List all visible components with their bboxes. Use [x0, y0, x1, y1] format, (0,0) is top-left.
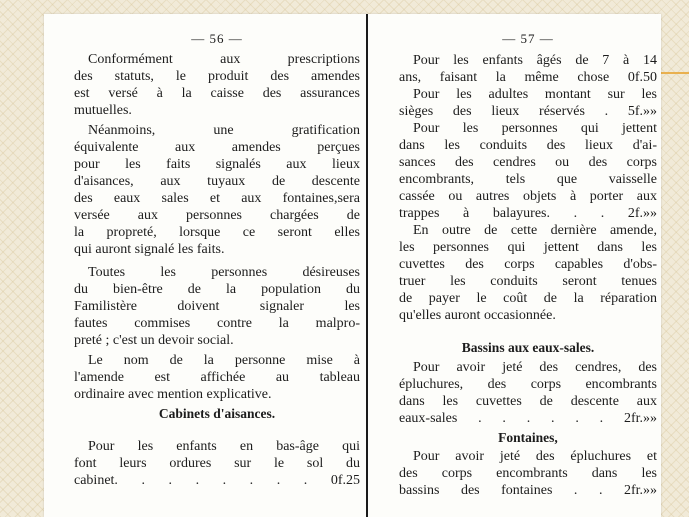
text-line: Pour les enfants âgés de 7 à 14 — [413, 53, 657, 68]
text-line: Pour avoir jeté des épluchures et — [413, 449, 657, 464]
text-line: des corps encombrants dans les — [399, 466, 657, 481]
paragraph — [74, 438, 360, 489]
text-line: Toutes les personnes désireuses — [88, 265, 360, 280]
text-line: l'amende est affichée au tableau — [74, 370, 360, 385]
text-line: du bien-être de la population du — [74, 282, 360, 297]
text-line: la propreté, lorsque ce seront elles — [74, 225, 360, 240]
text-line: qui auront signalé les faits. — [74, 242, 225, 257]
text-line: bassins des fontaines . . 2fr.»» — [399, 483, 657, 498]
text-line: En outre de cette dernière amende, — [413, 223, 657, 238]
paragraph — [74, 122, 360, 258]
text-line: preté ; c'est un devoir social. — [74, 333, 234, 348]
text-line: dans les conduits des lieux d'ai- — [399, 138, 657, 153]
paragraph — [74, 264, 360, 349]
text-line: des statuts, le produit des amendes — [74, 69, 360, 84]
text-line: les personnes qui jettent dans les — [399, 240, 657, 255]
text-line: des eaux sales et aux fontaines,sera — [74, 191, 360, 206]
text-line: Pour avoir jeté des cendres, des — [413, 360, 657, 375]
text-line: pour les faits signalés aux lieux — [74, 157, 360, 172]
section-heading: Cabinets d'aisances. — [158, 406, 276, 421]
text-line: Pour les adultes montant sur les — [413, 87, 657, 102]
text-line: Pour les enfants en bas-âge qui — [88, 439, 360, 454]
paragraph — [74, 352, 360, 403]
text-line: est versé à la caisse des assurances — [74, 86, 360, 101]
section-heading: Bassins aux eaux-sales. — [461, 340, 595, 355]
paragraph — [399, 52, 657, 324]
text-line: ordinaire avec mention explicative. — [74, 387, 272, 402]
text-line: épluchures, des corps encombrants — [399, 377, 657, 392]
paragraph — [74, 51, 360, 119]
text-line: cassée ou autres objets à porter aux — [399, 189, 657, 204]
text-line: Néanmoins, une gratification — [88, 123, 360, 138]
text-line: ans, faisant la même chose 0f.50 — [399, 70, 657, 85]
text-line: cuvettes des corps capables d'obs- — [399, 257, 657, 272]
text-line: Le nom de la personne mise à — [88, 353, 360, 368]
text-line: cabinet. . . . . . . . 0f.25 — [74, 473, 360, 488]
text-line: sances des cendres ou des corps — [399, 155, 657, 170]
text-line: qu'elles auront occasionnée. — [399, 308, 556, 323]
scanned-book-spread — [44, 14, 661, 517]
text-line: Conformément aux prescriptions — [88, 52, 360, 67]
text-line: sièges des lieux réservés . 5f.»» — [399, 104, 657, 119]
page-number: — 57 — — [502, 31, 554, 46]
text-line: eaux-sales . . . . . . 2fr.»» — [399, 411, 657, 426]
text-line: fautes commises contre la malpro- — [74, 316, 360, 331]
page-gutter — [366, 14, 368, 517]
text-line: de payer le coût de la réparation — [399, 291, 657, 306]
text-line: versée aux personnes chargées de — [74, 208, 360, 223]
text-line: Familistère doivent signaler les — [74, 299, 360, 314]
text-line: font leurs ordures sur le sol du — [74, 456, 360, 471]
text-line: d'aisances, aux tuyaux de descente — [74, 174, 360, 189]
text-line: encombrants, tels que vaisselle — [399, 172, 657, 187]
paragraph — [399, 359, 657, 427]
page-number: — 56 — — [191, 31, 243, 46]
section-heading: Fontaines, — [498, 430, 558, 445]
text-line: trappes à balayures. . . 2f.»» — [399, 206, 657, 221]
text-line: dans les cuvettes de descente aux — [399, 394, 657, 409]
text-line: truer les conduits seront tenues — [399, 274, 657, 289]
text-line: mutuelles. — [74, 103, 132, 118]
text-line: équivalente aux amendes perçues — [74, 140, 360, 155]
paragraph — [399, 448, 657, 499]
text-line: Pour les personnes qui jettent — [413, 121, 657, 136]
